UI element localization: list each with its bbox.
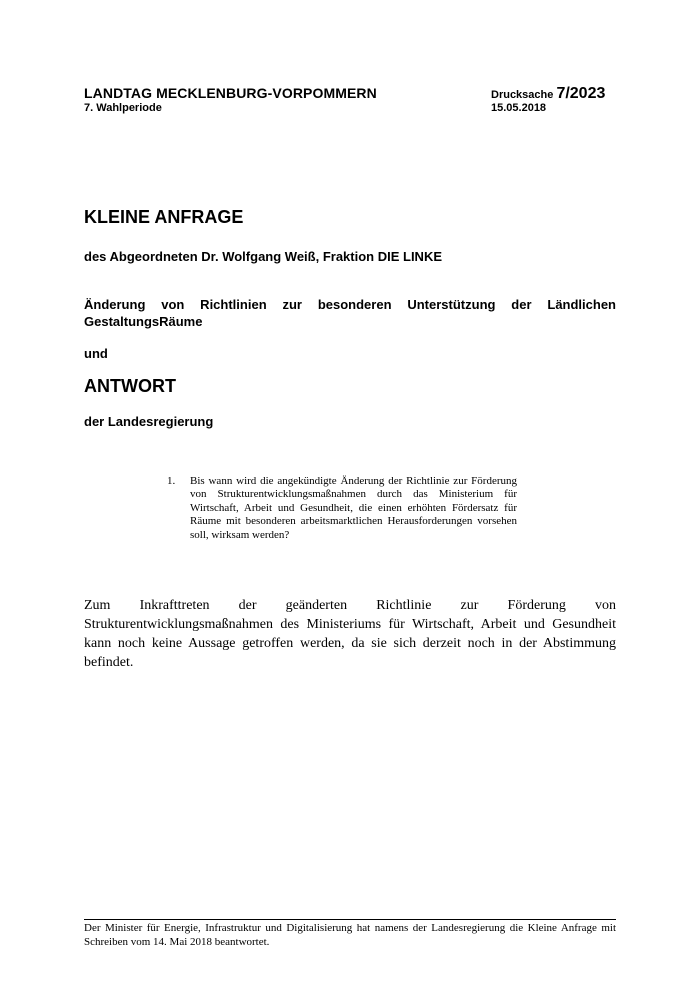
document-date: 15.05.2018 — [491, 102, 547, 114]
conjunction-label: und — [84, 346, 108, 361]
question-text: Bis wann wird die angekündigte Änderung der Richtlinie zur Förderung von Strukturentwicklungsmaßnahmen durch das Ministerium für Wirtschaft, Arbeit und Gesundheit, die einen erhöhten Fördersatz für Räume mit besonderen arbeitsmarktlichen Herausforderungen vorsehen soll, wirksam werden? — [190, 475, 517, 541]
parliament-name: LANDTAG MECKLENBURG-VORPOMMERN — [84, 85, 377, 101]
drucksache-number: 7/2023 — [556, 85, 606, 102]
answer-heading: ANTWORT — [84, 376, 176, 396]
document-type-heading: KLEINE ANFRAGE — [84, 207, 244, 227]
election-period: 7. Wahlperiode — [84, 102, 162, 114]
footnote-divider — [84, 919, 616, 920]
author-line: des Abgeordneten Dr. Wolfgang Weiß, Fraktion DIE LINKE — [84, 249, 443, 264]
question-number: 1. — [167, 475, 176, 487]
footnote-text: Der Minister für Energie, Infrastruktur und Digitalisierung hat namens der Landesregierung die Kleine Anfrage mit Schreiben vom 14. Mai 2018 beantwortet. — [84, 922, 616, 948]
drucksache-reference — [491, 85, 605, 103]
answer-text: Zum Inkrafttreten der geänderten Richtlinie zur Förderung von Strukturentwicklungsmaßnahmen des Ministeriums für Wirtschaft, Arbeit und Gesundheit kann noch keine Aussage getroffen werden, da sie sich derzeit noch in der Abstimmung befindet. — [84, 598, 616, 670]
drucksache-label: Drucksache — [491, 89, 554, 101]
subject-heading: Änderung von Richtlinien zur besonderen Unterstützung der Ländlichen GestaltungsRäume — [84, 297, 616, 329]
answer-by-line: der Landesregierung — [84, 414, 214, 429]
